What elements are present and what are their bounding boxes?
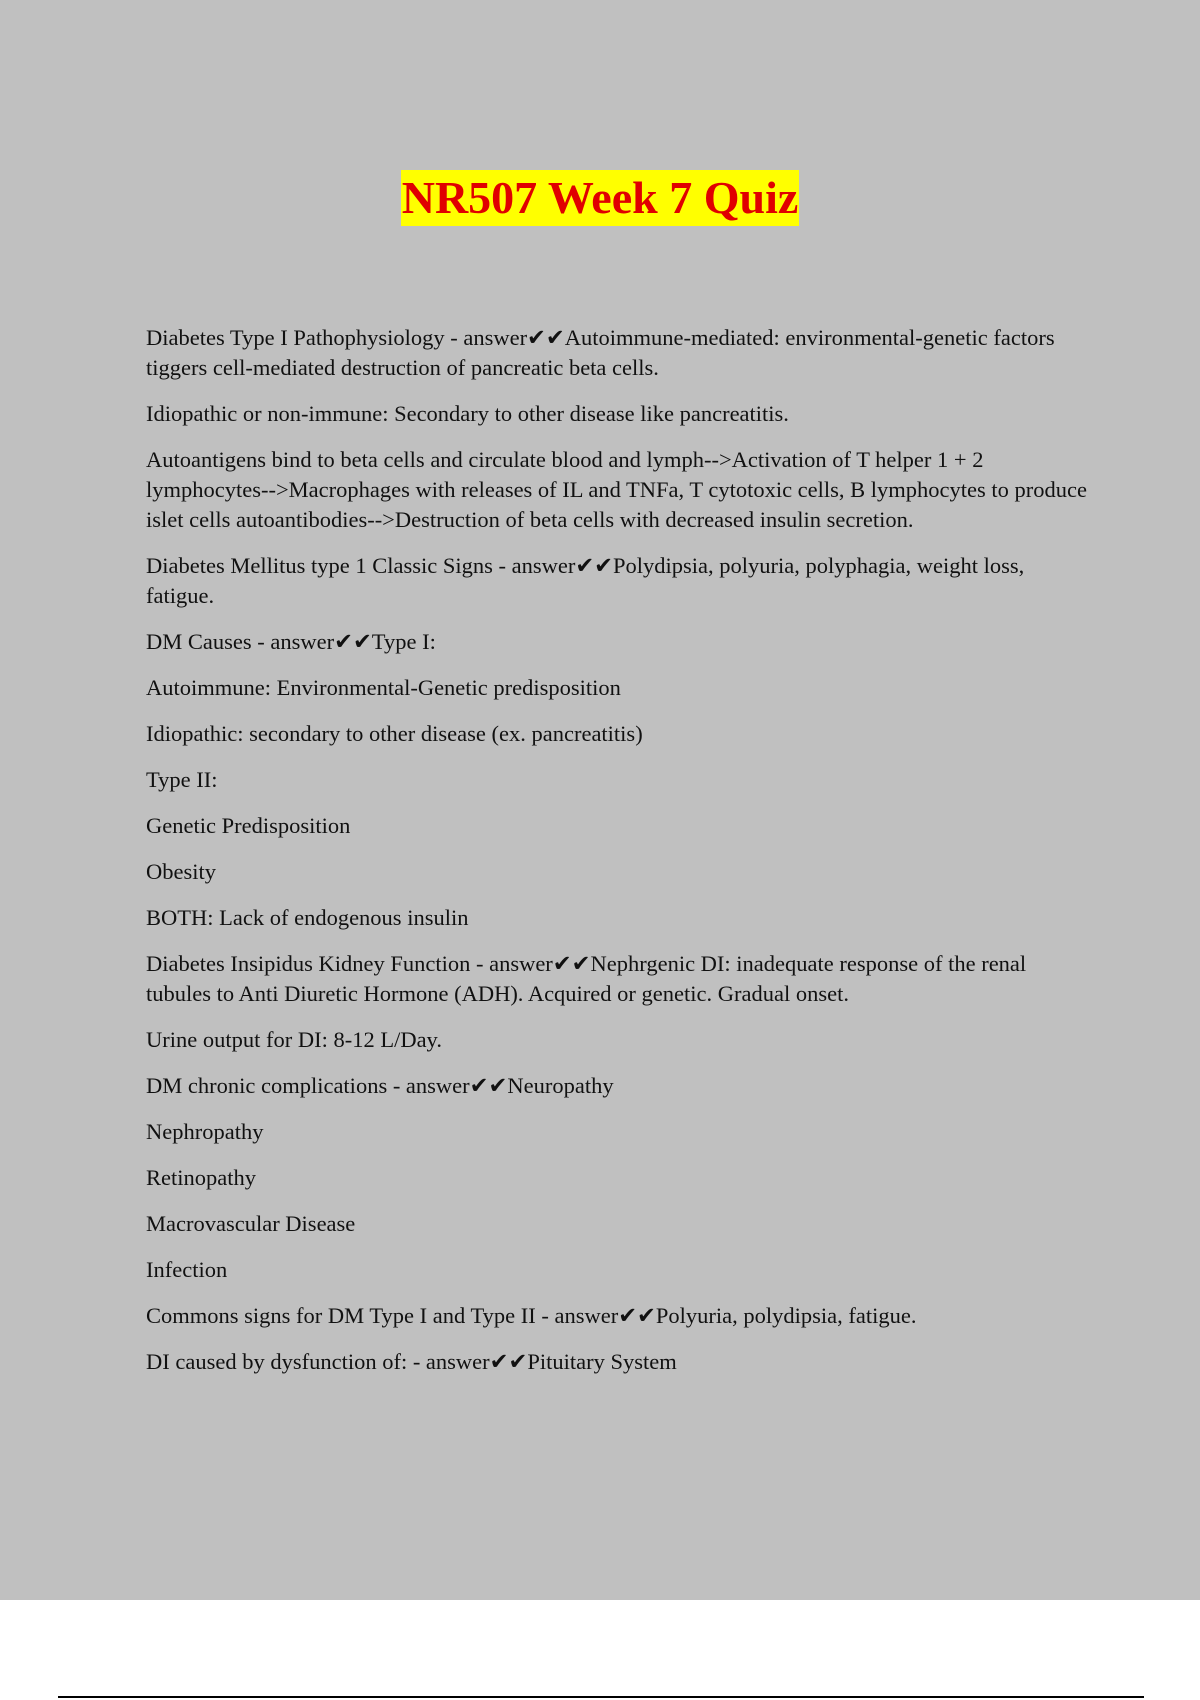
paragraph: Infection	[146, 1257, 228, 1282]
paragraph: Diabetes Mellitus type 1 Classic Signs - answer✔✔Polydipsia, polyuria, polyphagia, weight loss, fatigue.	[146, 553, 1025, 608]
paragraph: Obesity	[146, 859, 216, 884]
title-container	[0, 170, 1200, 226]
paragraph: DI caused by dysfunction of: - answer✔✔Pituitary System	[146, 1349, 677, 1374]
paragraph: Autoantigens bind to beta cells and circulate blood and lymph-->Activation of T helper 1 + 2 lymphocytes-->Macrophages with releases of IL and TNFa, T cytotoxic cells, B lymphocytes to produce islet cells autoantibodies-->Destruction of beta cells with decreased insulin secretion.	[146, 447, 1088, 532]
paragraph: Retinopathy	[146, 1165, 256, 1190]
paragraph: Urine output for DI: 8-12 L/Day.	[146, 1027, 442, 1052]
paragraph: Macrovascular Disease	[146, 1211, 356, 1236]
paragraph: Diabetes Type I Pathophysiology - answer✔✔Autoimmune-mediated: environmental-genetic factors tiggers cell-mediated destruction of pancreatic beta cells.	[146, 325, 1055, 380]
paragraph: Idiopathic: secondary to other disease (ex. pancreatitis)	[146, 721, 643, 746]
paragraph: Genetic Predisposition	[146, 813, 351, 838]
document-body	[146, 323, 1096, 1393]
paragraph: Autoimmune: Environmental-Genetic predisposition	[146, 675, 621, 700]
footer-rule	[58, 1696, 1144, 1698]
page-title: NR507 Week 7 Quiz	[401, 170, 800, 226]
paragraph: Commons signs for DM Type I and Type II - answer✔✔Polyuria, polydipsia, fatigue.	[146, 1303, 917, 1328]
paragraph: BOTH: Lack of endogenous insulin	[146, 905, 469, 930]
paragraph: Diabetes Insipidus Kidney Function - answer✔✔Nephrgenic DI: inadequate response of the renal tubules to Anti Diuretic Hormone (ADH). Acquired or genetic. Gradual onset.	[146, 951, 1027, 1006]
paragraph: DM chronic complications - answer✔✔Neuropathy	[146, 1073, 614, 1098]
paragraph: DM Causes - answer✔✔Type I:	[146, 629, 436, 654]
paragraph: Nephropathy	[146, 1119, 264, 1144]
paragraph: Type II:	[146, 767, 218, 792]
paragraph: Idiopathic or non-immune: Secondary to other disease like pancreatitis.	[146, 401, 789, 426]
